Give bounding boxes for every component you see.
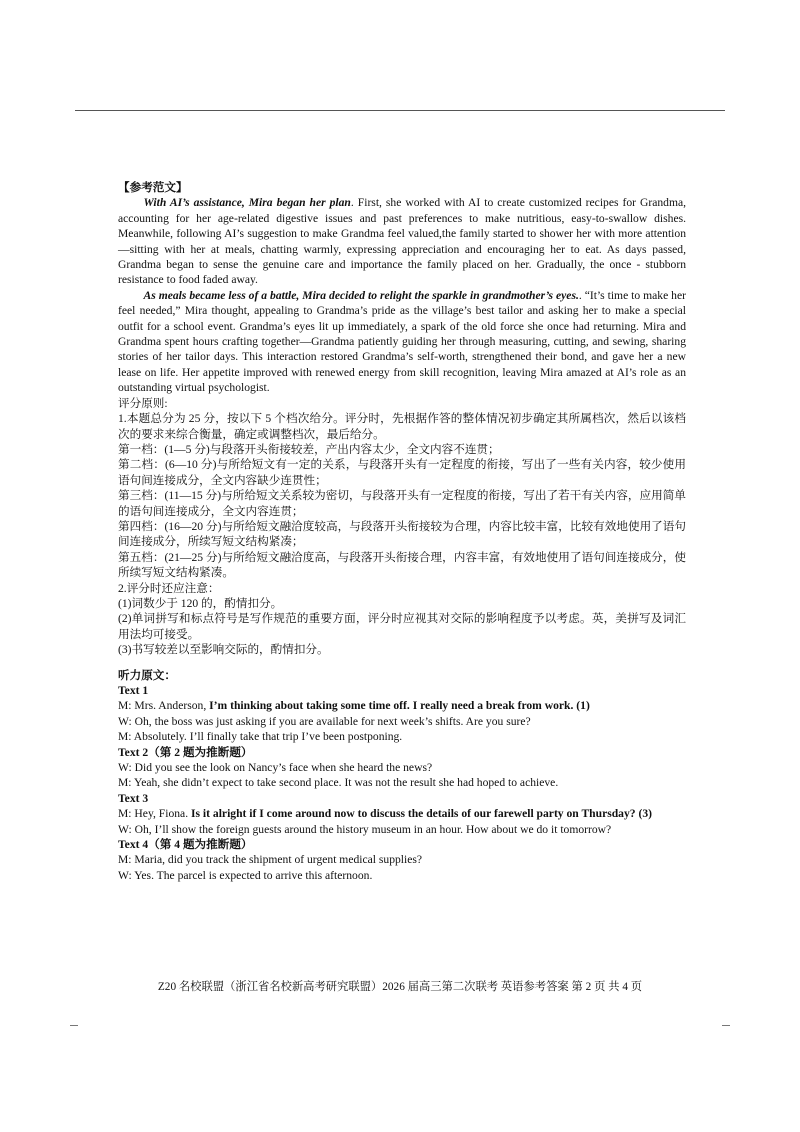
rubric-item: 第一档：(1—5 分)与段落开头衔接较差，产出内容太少，全文内容不连贯； — [118, 442, 500, 456]
rubric-item: 第四档：(16—20 分)与所给短文融洽度较高，与段落开头衔接较为合理，内容比较丰富，比较有效地使用了语句间连接成分，所续写短文结构紧凑； — [118, 519, 686, 549]
rubric-item: 1.本题总分为 25 分，按以下 5 个档次给分。评分时，先根据作答的整体情况初步确定其所属档次，然后以该档次的要求来综合衡量，确定或调整档次，最后给分。 — [118, 412, 686, 441]
paragraph-2-lead: As meals became less of a battle, Mira decided to relight the sparkle in grandmother’s eyes. — [143, 288, 579, 302]
paragraph-2-lead-end: . — [578, 288, 582, 302]
sample-essay-title: 【参考范文】 — [118, 181, 188, 194]
text-2-line-2: M: Yeah, she didn’t expect to take second place. It was not the result she had hoped to achieve. — [118, 776, 559, 790]
speaker-prefix: M: Mrs. Anderson, — [118, 699, 210, 713]
rubric-note: (1)词数少于 120 的，酌情扣分。 — [118, 596, 283, 610]
text-2-line-1: W: Did you see the look on Nancy’s face when she heard the news? — [118, 761, 433, 775]
listening-title: 听力原文： — [118, 668, 176, 682]
paragraph-1-lead: With AI’s assistance, Mira began her plan — [143, 196, 351, 210]
paragraph-1-lead-end: . — [350, 196, 354, 210]
text-3-heading: Text 3 — [118, 791, 149, 805]
text-1-line-1 — [118, 698, 686, 713]
rubric-title: 评分原则: — [118, 396, 168, 410]
speaker-prefix: M: Hey, Fiona. — [118, 807, 191, 821]
rubric-note: (2)单词拼写和标点符号是写作规范的重要方面，评分时应视其对交际的影响程度予以考虑。英，美拼写及词汇用法均可接受。 — [118, 612, 686, 641]
rubric-item: 第二档：(6—10 分)与所给短文有一定的关系，与段落开头有一定程度的衔接，写出了一些有关内容，较少使用语句间连接成分，全文内容缺少连贯性； — [118, 458, 686, 487]
rubric-note: (3)书写较差以至影响交际的，酌情扣分。 — [118, 643, 329, 657]
rubric-item: 第五档：(21—25 分)与所给短文融洽度高，与段落开头衔接合理，内容丰富，有效地使用了语句间连接成分，使所续写短文结构紧凑。 — [118, 550, 686, 580]
text-3-line-1 — [118, 806, 686, 821]
margin-tick-right — [722, 1025, 730, 1026]
section-spacer — [118, 658, 686, 668]
page-footer: Z20 名校联盟（浙江省名校新高考研究联盟）2026 届高三第二次联考 英语参考答案 第 2 页 共 4 页 — [157, 981, 643, 993]
text-2-heading: Text 2（第 2 题为推断题） — [118, 745, 253, 759]
text-3-line-2: W: Oh, I’ll show the foreign guests around the history museum in an hour. How about we do it tomorrow? — [118, 822, 612, 836]
header-rule — [75, 110, 725, 111]
sample-paragraph-2 — [118, 288, 686, 396]
margin-tick-left — [70, 1025, 78, 1026]
highlighted-answer: Is it alright if I come around now to discuss the details of our farewell party on Thursday? (3) — [191, 807, 652, 821]
text-1-line-3: M: Absolutely. I’ll finally take that trip I’ve been postponing. — [118, 730, 403, 744]
text-4-line-2: W: Yes. The parcel is expected to arrive this afternoon. — [118, 868, 373, 882]
answer-content — [118, 180, 686, 883]
sample-paragraph-1 — [118, 195, 686, 287]
text-1-line-2: W: Oh, the boss was just asking if you are available for next week’s shifts. Are you sure? — [118, 714, 531, 728]
rubric-notes-title: 2.评分时还应注意： — [118, 581, 220, 595]
text-1-heading: Text 1 — [118, 684, 149, 697]
paragraph-1-body: First, she worked with AI to create customized recipes for Grandma, accounting for her age-related digestive issues and past preferences to make nutritious, easy-to-swallow dishes. Meanwhile, following AI’s suggestion to make Grandma feel valued,the family started to shower her with more attention—sitting with her at meals, chatting warmly, expressing appreciation and encouraging her to eat. As days passed, Grandma began to sense the genuine care and importance the family placed on her. Gradually, the once - stubborn resistance to food faded away. — [118, 196, 687, 287]
highlighted-answer: I’m thinking about taking some time off. I really need a break from work. (1) — [209, 699, 590, 713]
text-4-line-1: M: Maria, did you track the shipment of urgent medical supplies? — [118, 853, 423, 867]
paragraph-2-body: “It’s time to make her feel needed,” Mira thought, appealing to Grandma’s pride as the village’s best tailor and asking her to make a special outfit for a school event. Grandma’s eyes lit up immediately, a spark of the old force she once had returning. Mira and Grandma spent hours crafting together—Grandma patiently guiding her through measuring, cutting, and sewing, sharing stories of her tailor days. This interaction restored Grandma’s self-worth, strengthened their bond, and gave her a new lease on life. Her appetite improved with renewed energy from skill recognition, leaving Mira amazed at AI’s role as an outstanding virtual psychologist. — [118, 288, 686, 395]
text-4-heading: Text 4（第 4 题为推断题） — [118, 838, 253, 852]
rubric-item: 第三档：(11—15 分)与所给短文关系较为密切，与段落开头有一定程度的衔接，写出了若干有关内容，应用简单的语句间连接成分，全文内容连贯； — [118, 489, 686, 518]
